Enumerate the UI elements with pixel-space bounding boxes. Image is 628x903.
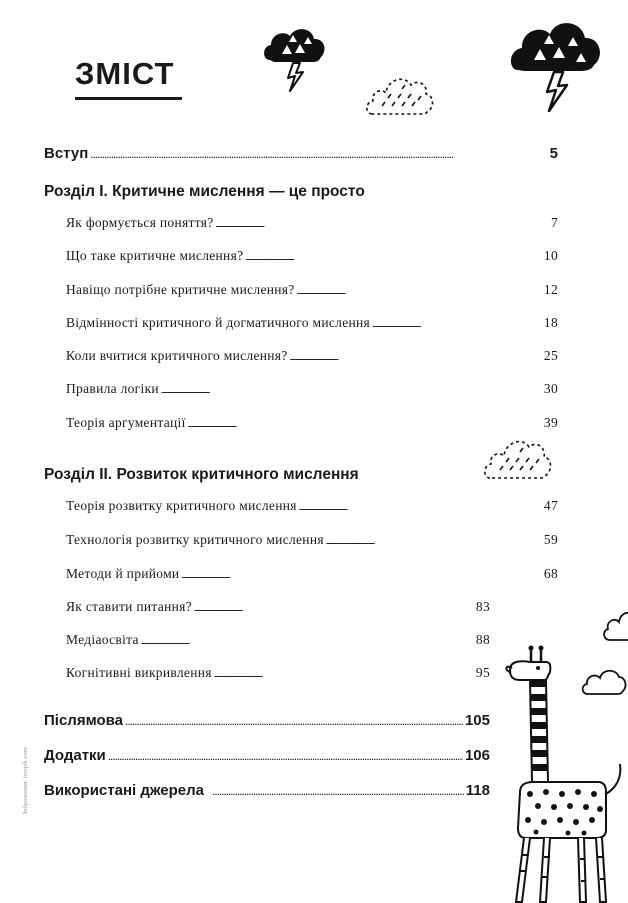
toc-label: Когнітивні викривлення xyxy=(66,665,212,680)
toc-leader xyxy=(214,671,474,679)
dashed-cloud-icon xyxy=(482,432,554,484)
toc-leader xyxy=(141,638,474,646)
toc-page-number: 83 xyxy=(475,599,490,614)
toc-row[interactable] xyxy=(66,248,558,264)
toc-row[interactable] xyxy=(66,665,490,681)
title-underline xyxy=(75,97,182,100)
toc-label: Медіаосвіта xyxy=(66,632,139,647)
page-title: ЗМІСТ xyxy=(75,56,175,91)
toc-leader xyxy=(108,749,463,763)
toc-label: Відмінності критичного й догматичного мислення xyxy=(66,315,371,330)
toc-row[interactable] xyxy=(66,566,558,582)
toc-leader xyxy=(245,254,542,262)
toc-page-number: 30 xyxy=(543,381,558,396)
toc-page-number: 88 xyxy=(475,632,490,647)
toc-leader xyxy=(299,504,542,512)
storm-cloud-icon xyxy=(508,8,604,112)
toc-page-number: 10 xyxy=(543,248,558,263)
cloud-outline-icon xyxy=(600,606,628,646)
toc-label: Додатки xyxy=(44,747,106,764)
toc-page-number: 105 xyxy=(464,712,490,729)
toc-label: Як ставити питання? xyxy=(66,599,192,614)
storm-cloud-icon xyxy=(262,20,328,92)
toc-leader xyxy=(161,387,542,395)
toc-label: Навіщо потрібне критичне мислення? xyxy=(66,282,295,297)
toc-label: Що таке критичне мислення? xyxy=(66,248,244,263)
toc-page-number: 5 xyxy=(549,145,558,162)
toc-label: Правила логіки xyxy=(66,381,159,396)
toc-row[interactable] xyxy=(66,282,558,298)
toc-leader xyxy=(212,784,464,798)
toc-label: Теорія розвитку критичного мислення xyxy=(66,498,297,513)
toc-row-afterword[interactable] xyxy=(44,712,490,729)
toc-page-number: 59 xyxy=(543,532,558,547)
toc-label: Технологія розвитку критичного мислення xyxy=(66,532,324,547)
toc-page-number: 47 xyxy=(543,498,558,513)
toc-label: Використані джерела xyxy=(44,782,205,799)
toc-row-intro[interactable] xyxy=(44,145,558,162)
toc-leader xyxy=(181,572,541,580)
toc-row[interactable] xyxy=(66,348,558,364)
toc-leader xyxy=(290,354,542,362)
toc-page-number: 25 xyxy=(543,348,558,363)
toc-label: Теорія аргументації xyxy=(66,415,186,430)
toc-leader xyxy=(188,421,542,429)
section-heading-1[interactable]: Розділ I. Критичне мислення — це просто xyxy=(44,183,365,200)
toc-leader xyxy=(372,321,542,329)
toc-row[interactable] xyxy=(66,632,490,648)
toc-label: Післямова xyxy=(44,712,123,729)
toc-leader xyxy=(90,147,547,161)
toc-page-number: 7 xyxy=(550,215,558,230)
toc-page-number: 118 xyxy=(465,782,490,799)
toc-label: Вступ xyxy=(44,145,89,162)
toc-label: Коли вчитися критичного мислення? xyxy=(66,348,288,363)
image-credit: Зображення: freepik.com xyxy=(22,747,29,815)
toc-page-number: 95 xyxy=(475,665,490,680)
toc-page-number: 18 xyxy=(543,315,558,330)
toc-row-sources[interactable] xyxy=(44,782,490,799)
giraffe-illustration xyxy=(500,644,628,903)
toc-row[interactable] xyxy=(66,532,558,548)
toc-row-appendices[interactable] xyxy=(44,747,490,764)
section-heading-2[interactable]: Розділ II. Розвиток критичного мислення xyxy=(44,466,359,483)
toc-row[interactable] xyxy=(66,498,558,514)
toc-page-number: 106 xyxy=(464,747,490,764)
toc-leader xyxy=(125,714,463,728)
toc-label: Як формується поняття? xyxy=(66,215,214,230)
toc-row[interactable] xyxy=(66,315,558,331)
toc-row[interactable] xyxy=(66,215,558,231)
dashed-cloud-icon xyxy=(364,70,436,120)
toc-row[interactable] xyxy=(66,415,558,431)
toc-label: Методи й прийоми xyxy=(66,566,180,581)
toc-page-number: 68 xyxy=(543,566,558,581)
toc-row[interactable] xyxy=(66,599,490,615)
toc-page-number: 39 xyxy=(543,415,558,430)
toc-leader xyxy=(297,288,542,296)
toc-leader xyxy=(216,221,549,229)
toc-page-number: 12 xyxy=(543,282,558,297)
toc-leader xyxy=(326,538,542,546)
toc-row[interactable] xyxy=(66,381,558,397)
toc-leader xyxy=(194,605,474,613)
